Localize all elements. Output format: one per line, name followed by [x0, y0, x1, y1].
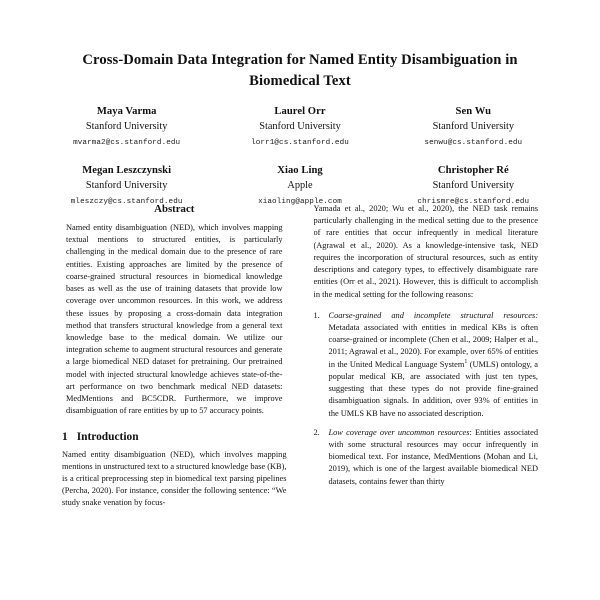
author-email[interactable]: mvarma2@cs.stanford.edu — [73, 138, 181, 147]
section-title: Introduction — [76, 430, 139, 443]
list-item-text-continued: (UMLS) ontology, a popular medical KB, are associated with just ten types, suggesting that these types do not provide fine-grained disambiguation signals. In addition, over 93% of entities in the UMLS KB have no associated description. — [328, 359, 538, 418]
abstract-heading: Abstract — [154, 203, 195, 215]
author-block — [40, 164, 213, 207]
introduction-paragraph: Named entity disambiguation (NED), which involves mapping mentions in unstructured text to a structured knowledge base (KB), is a critical preprocessing step in biomedical text parsing pipelines (Percha, 2020). For instance, consider the following sentence: “We study snake venation by focus- — [62, 449, 287, 508]
author-name: Laurel Orr — [274, 106, 326, 118]
author-affiliation: Stanford University — [259, 121, 341, 133]
author-name: Christopher Ré — [437, 165, 509, 176]
author-affiliation: Stanford University — [432, 179, 515, 191]
author-block — [213, 105, 386, 148]
author-block — [387, 105, 560, 148]
author-email[interactable]: chrismre@cs.stanford.edu — [417, 197, 530, 206]
author-row — [40, 164, 560, 207]
author-name: Sen Wu — [455, 106, 492, 118]
list-item — [314, 427, 539, 488]
page-title: Cross-Domain Data Integration for Named Entity Disambiguation in Biomedical Text — [82, 52, 518, 89]
author-affiliation: Stanford University — [85, 121, 168, 133]
abstract-paragraph: Named entity disambiguation (NED), which involves mapping textual mentions to structured entities, is particularly challenging in the medical domain due to the presence of rare entities. Existing approaches are limited by the presence of coarse-grained structural resources in biomedical knowledge bases as well as the use of training datasets that provide low coverage over uncommon resources. In this work, we address these issues by proposing a cross-domain data integration method that transfers structural knowledge from a general text knowledge base to the medical domain. We utilize our integration scheme to augment structural resources and generate a large biomedical NED dataset for pretraining. Our pretrained model with injected structural knowledge achieves state-of-the-art performance on two benchmark medical NED datasets: MedMentions and BC5CDR. Furthermore, we improve disambiguation of rare entities by up to 57 accuracy points. — [66, 223, 283, 416]
body-columns — [0, 203, 600, 600]
author-row — [40, 105, 560, 148]
author-name: Megan Leszczynski — [82, 165, 172, 176]
section-heading-introduction — [62, 431, 287, 443]
right-column — [314, 203, 539, 600]
list-item-text: : Entities associated with some structural resources may occur infrequently in biomedical text. For instance, MedMentions (Mohan and Li, 2019), which is one of the largest available biomedical NED datasets, contains fewer than thirty — [328, 427, 538, 486]
list-item-marker: 1. — [313, 310, 320, 320]
author-affiliation: Stanford University — [85, 179, 168, 191]
author-name: Maya Varma — [96, 106, 157, 118]
list-item — [314, 310, 539, 420]
abstract-body — [62, 222, 287, 418]
author-email[interactable]: senwu@cs.stanford.edu — [424, 138, 523, 147]
author-email[interactable]: xiaoling@apple.com — [258, 197, 342, 206]
title-block — [0, 50, 600, 91]
list-item-text: Metadata associated with entities in medical KBs is often coarse-grained or incomplete (Chen et al., 2009; Halper et al., 2011; Agrawal et al., 2020). For example, over 65% of entities in the United Medical Language System — [328, 322, 538, 369]
author-list — [0, 105, 600, 206]
author-affiliation: Apple — [287, 179, 313, 191]
section-number: 1 — [62, 430, 68, 443]
left-column — [62, 203, 287, 600]
footnote-marker[interactable]: 1 — [464, 358, 468, 365]
intro-continuation-paragraph: Yamada et al., 2020; Wu et al., 2020), the NED task remains particularly challenging in the medical setting due to the presence of rare entities that occur infrequently in medical literature (Agrawal et al., 2020). As a knowledge-intensive task, NED requires the incorporation of structural resources, such as entity descriptions and category types, to effectively disambiguate rare entities (Orr et al., 2021). However, this is difficult to accomplish in the medical setting for the following reasons: — [313, 204, 538, 299]
challenges-list — [314, 310, 539, 488]
author-email[interactable]: lorr1@cs.stanford.edu — [251, 138, 349, 147]
author-affiliation: Stanford University — [432, 121, 515, 133]
author-block — [213, 164, 386, 207]
author-block — [387, 164, 560, 207]
list-item-lead: Low coverage over uncommon resources — [328, 427, 470, 437]
author-name: Xiao Ling — [277, 165, 323, 176]
list-item-marker: 2. — [313, 427, 320, 437]
author-block — [40, 105, 213, 148]
author-email[interactable]: mleszczy@cs.stanford.edu — [70, 197, 183, 206]
list-item-lead: Coarse-grained and incomplete structural resources: — [328, 310, 538, 320]
